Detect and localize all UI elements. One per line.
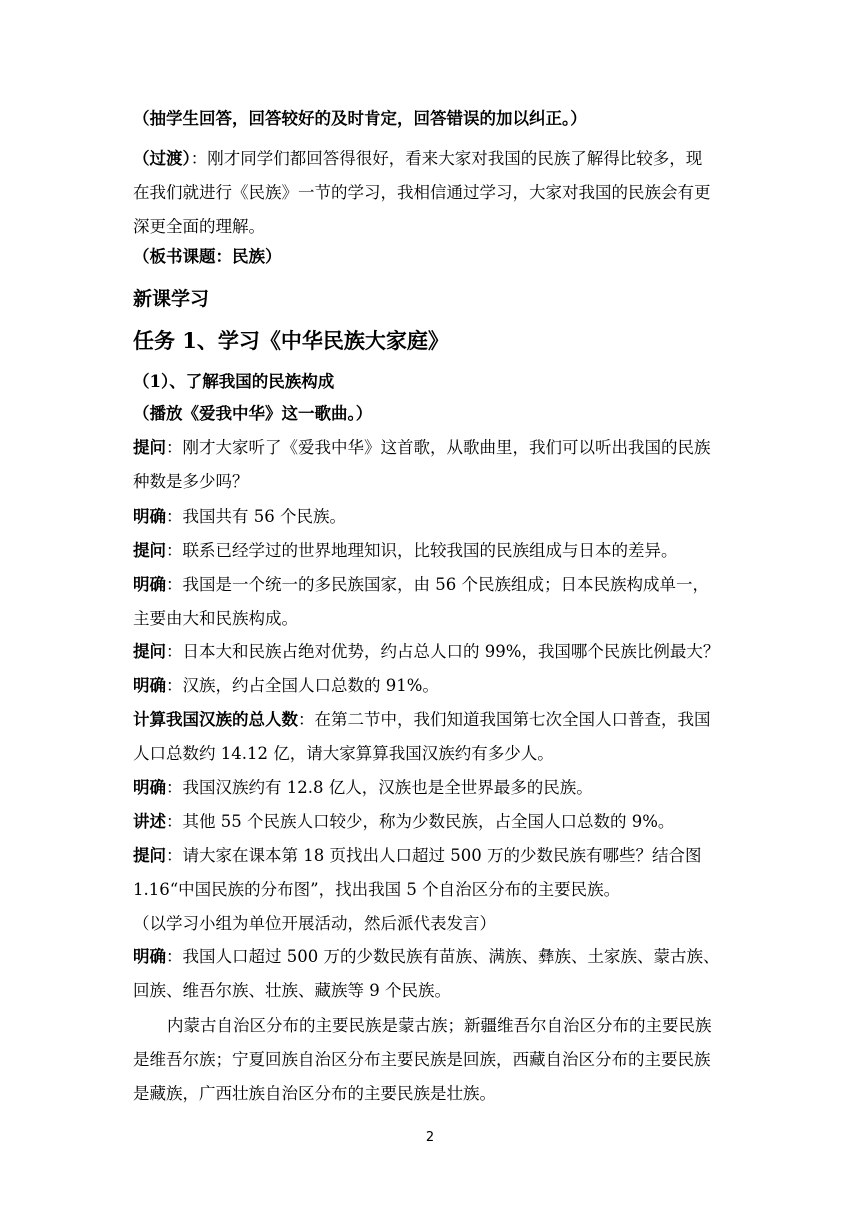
question [133, 540, 678, 562]
answer [133, 506, 346, 528]
text: ：我国是一个统一的多民族国家，由 56 个民族组成；日本民族构成单一， [166, 575, 709, 594]
text: ：我国汉族约有 12.8 亿人，汉族也是全世界最多的民族。 [166, 778, 593, 797]
answer [133, 574, 709, 596]
label: 提问 [133, 541, 166, 560]
question [133, 641, 719, 663]
text: ：在第二节中，我们知道我国第七次全国人口普查，我国 [298, 710, 711, 729]
text: 回族、维吾尔族、壮族、藏族等 9 个民族。 [133, 981, 451, 1000]
text: ：其他 55 个民族人口较少，称为少数民族，占全国人口总数的 9%。 [166, 812, 675, 831]
paragraph-line [133, 608, 298, 630]
paragraph [133, 148, 702, 170]
text: （播放《爱我中华》这一歌曲。） [133, 404, 373, 423]
label: （过渡） [133, 149, 191, 168]
text: 内蒙古自治区分布的主要民族是蒙古族；新疆维吾尔自治区分布的主要民族 [167, 1016, 712, 1035]
text: （抽学生回答，回答较好的及时肯定，回答错误的加以纠正。） [133, 109, 587, 128]
text: ：刚才同学们都回答得很好，看来大家对我国的民族了解得比较多，现 [190, 149, 703, 168]
question [133, 437, 711, 459]
label: 明确 [133, 778, 166, 797]
text: 种数是多少吗？ [133, 472, 249, 491]
paragraph-line [133, 216, 265, 238]
text: ：我国共有 56 个民族。 [166, 507, 346, 526]
text: （以学习小组为单位开展活动，然后派代表发言） [133, 914, 496, 933]
page-number: 2 [425, 1130, 435, 1145]
text: 在我们就进行《民族》一节的学习，我相信通过学习，大家对我国的民族会有更 [133, 183, 711, 202]
answer [133, 675, 439, 697]
text: ：请大家在课本第 18 页找出人口超过 500 万的少数民族有哪些？结合图 [166, 846, 702, 865]
paragraph-line [133, 471, 249, 493]
section-heading [133, 288, 209, 310]
text: （板书课题：民族） [133, 247, 282, 266]
question [133, 845, 701, 867]
text: ：汉族，约占全国人口总数的 91%。 [166, 676, 439, 695]
paragraph-line [133, 879, 620, 901]
text: 人口总数约 14.12 亿，请大家算算我国汉族约有多少人。 [133, 744, 554, 763]
text: ：我国人口超过 500 万的少数民族有苗族、满族、彝族、土家族、蒙古族、 [166, 947, 720, 966]
subheading [133, 371, 334, 393]
answer [133, 946, 719, 968]
paragraph [133, 108, 587, 130]
label: 明确 [133, 947, 166, 966]
paragraph-line [133, 743, 554, 765]
text: 是藏族，广西壮族自治区分布的主要民族是壮族。 [133, 1084, 496, 1103]
text: ：日本大和民族占绝对优势，约占总人口的 99%，我国哪个民族比例最大？ [166, 642, 720, 661]
label: 明确 [133, 507, 166, 526]
text: 是维吾尔族；宁夏回族自治区分布主要民族是回族，西藏自治区分布的主要民族 [133, 1050, 711, 1069]
calculation [133, 709, 711, 731]
paragraph [133, 403, 372, 425]
text: 主要由大和民族构成。 [133, 609, 298, 628]
label: 提问 [133, 642, 166, 661]
text: 1.16“中国民族的分布图”，找出我国 5 个自治区分布的主要民族。 [133, 880, 621, 899]
label: 计算我国汉族的总人数 [133, 710, 298, 729]
label: 提问 [133, 846, 166, 865]
paragraph [167, 1015, 712, 1037]
text: 任务 1、学习《中华民族大家庭》 [133, 328, 449, 353]
label: 讲述 [133, 812, 166, 831]
label: 明确 [133, 575, 166, 594]
text: 深更全面的理解。 [133, 217, 265, 236]
paragraph-line [133, 1083, 496, 1105]
text: ：联系已经学过的世界地理知识，比较我国的民族组成与日本的差异。 [166, 541, 678, 560]
paragraph [133, 913, 496, 935]
answer [133, 777, 593, 799]
text: 新课学习 [133, 288, 210, 310]
text: （1）、了解我国的民族构成 [133, 372, 335, 391]
paragraph [133, 246, 282, 268]
statement [133, 811, 674, 833]
paragraph-line [133, 980, 451, 1002]
label: 明确 [133, 676, 166, 695]
task-heading [133, 330, 449, 352]
paragraph-line [133, 182, 711, 204]
label: 提问 [133, 438, 166, 457]
paragraph-line [133, 1049, 711, 1071]
text: ：刚才大家听了《爱我中华》这首歌，从歌曲里，我们可以听出我国的民族 [166, 438, 711, 457]
